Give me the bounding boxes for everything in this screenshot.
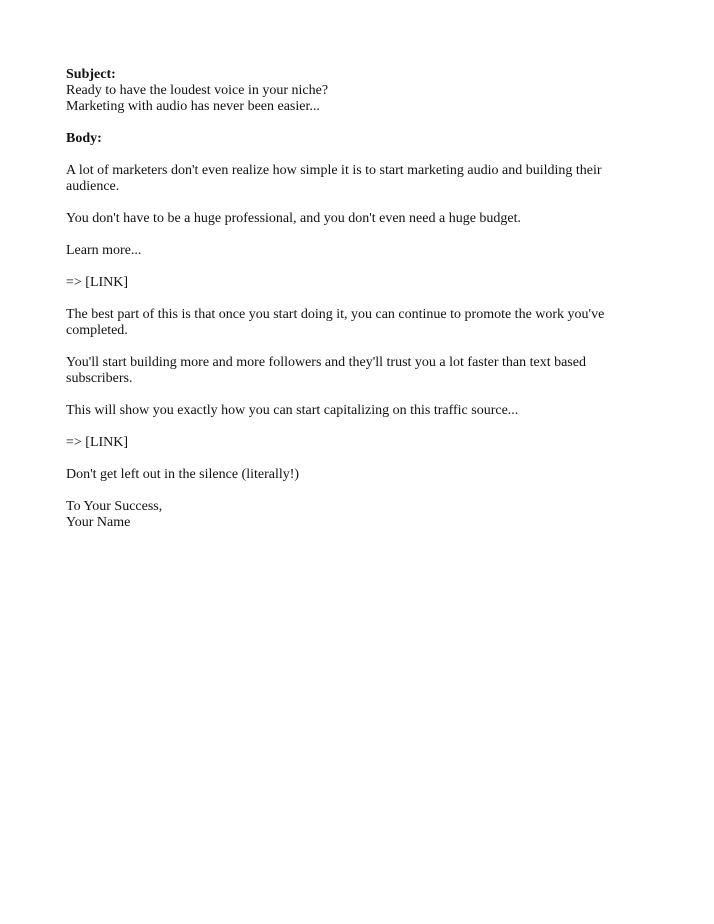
subject-line-2: Marketing with audio has never been easier... [66, 99, 320, 114]
body-section [66, 131, 626, 499]
link-placeholder[interactable]: => [LINK] [66, 435, 129, 450]
body-paragraph: A lot of marketers don't even realize how simple it is to start marketing audio and building their audience. [66, 163, 606, 194]
body-paragraph: You'll start building more and more followers and they'll trust you a lot faster than text based subscribers. [66, 355, 590, 386]
learn-more-text: Learn more... [66, 243, 142, 258]
link-placeholder[interactable]: => [LINK] [66, 275, 129, 290]
signoff-section [66, 499, 626, 531]
body-paragraph: This will show you exactly how you can start capitalizing on this traffic source... [66, 403, 519, 418]
body-paragraph: The best part of this is that once you start doing it, you can continue to promote the work you've completed. [66, 307, 608, 338]
closing-line: To Your Success, [66, 499, 163, 514]
body-paragraph: You don't have to be a huge professional, and you don't even need a huge budget. [66, 211, 522, 226]
body-label: Body: [66, 131, 102, 146]
signature-name: Your Name [66, 515, 131, 530]
body-paragraph: Don't get left out in the silence (literally!) [66, 467, 300, 482]
subject-label: Subject: [66, 67, 116, 82]
subject-section [66, 67, 626, 115]
subject-line-1: Ready to have the loudest voice in your niche? [66, 83, 329, 98]
email-document [66, 67, 626, 531]
